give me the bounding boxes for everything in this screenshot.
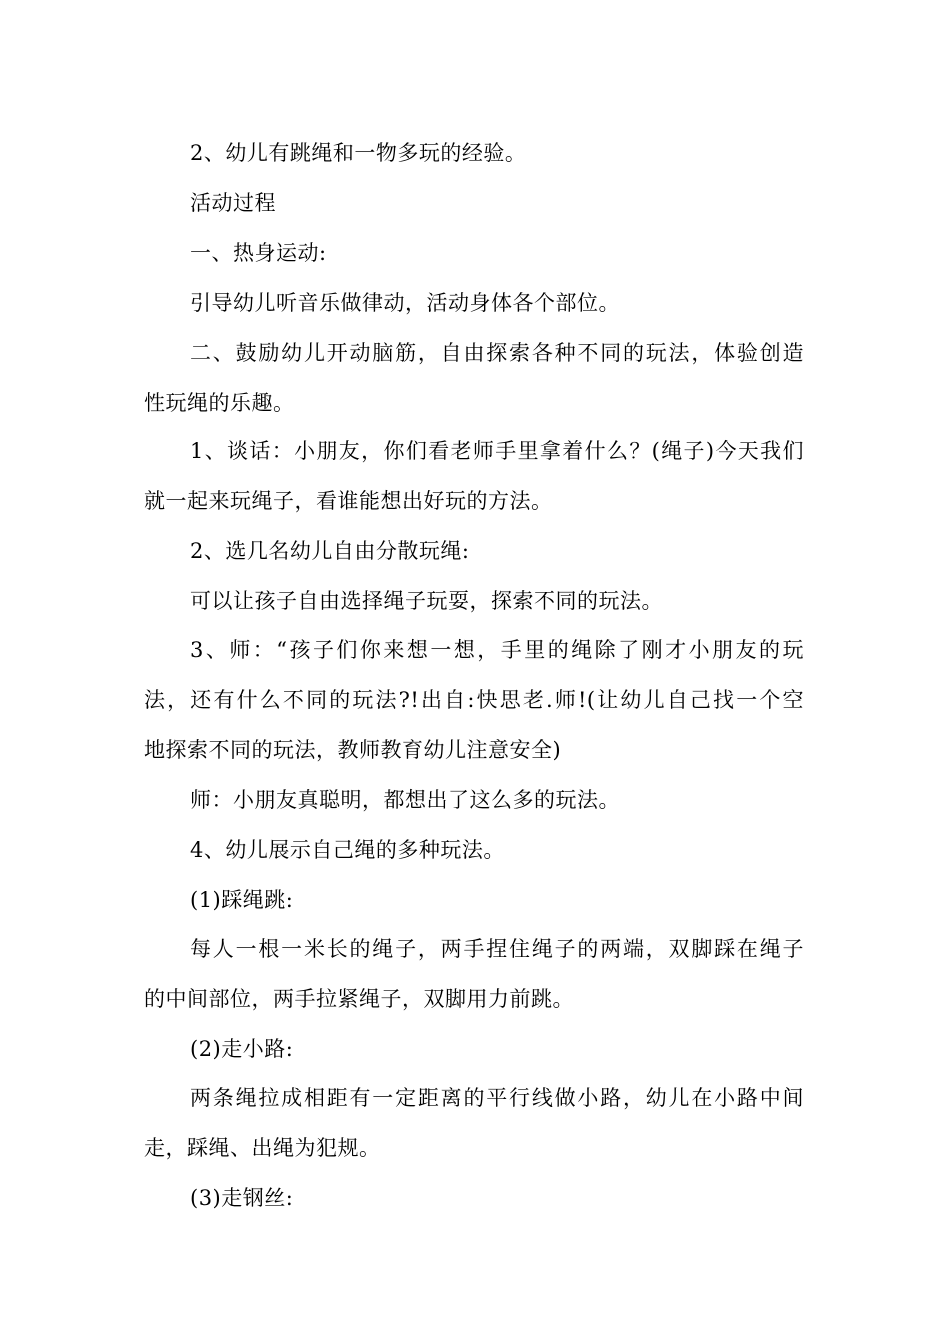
- text-line-5: 二、鼓励幼儿开动脑筋，自由探索各种不同的玩法，体验创造: [190, 341, 804, 365]
- text-line-22: (3)走钢丝:: [190, 1186, 294, 1210]
- text-line-16: (1)踩绳跳:: [190, 888, 294, 912]
- text-line-4: 引导幼儿听音乐做律动，活动身体各个部位。: [190, 291, 620, 315]
- text-line-18: 的中间部位，两手拉紧绳子，双脚用力前跳。: [144, 987, 574, 1011]
- text-line-15: 4、幼儿展示自己绳的多种玩法。: [190, 838, 505, 862]
- text-line-11: 3、师：“孩子们你来想一想，手里的绳除了刚才小朋友的玩: [190, 638, 804, 662]
- text-line-8: 就一起来玩绳子，看谁能想出好玩的方法。: [144, 489, 553, 513]
- text-line-6: 性玩绳的乐趣。: [144, 391, 295, 415]
- text-line-17: 每人一根一米长的绳子，两手捏住绳子的两端，双脚踩在绳子: [190, 937, 804, 961]
- text-line-2: 活动过程: [190, 191, 276, 215]
- text-line-13: 地探索不同的玩法，教师教育幼儿注意安全): [144, 738, 562, 762]
- text-line-14: 师：小朋友真聪明，都想出了这么多的玩法。: [190, 788, 620, 812]
- text-line-19: (2)走小路:: [190, 1037, 294, 1061]
- text-line-20: 两条绳拉成相距有一定距离的平行线做小路，幼儿在小路中间: [190, 1086, 804, 1110]
- text-line-12: 法，还有什么不同的玩法?!出自:快思老.师!(让幼儿自己找一个空: [144, 688, 804, 712]
- text-line-7: 1、谈话：小朋友，你们看老师手里拿着什么？(绳子)今天我们: [190, 439, 804, 463]
- text-line-9: 2、选几名幼儿自由分散玩绳:: [190, 539, 470, 563]
- text-line-10: 可以让孩子自由选择绳子玩耍，探索不同的玩法。: [190, 589, 663, 613]
- text-line-3: 一、热身运动:: [190, 241, 327, 265]
- text-line-1: 2、幼儿有跳绳和一物多玩的经验。: [190, 141, 527, 165]
- text-line-21: 走，踩绳、出绳为犯规。: [144, 1136, 381, 1160]
